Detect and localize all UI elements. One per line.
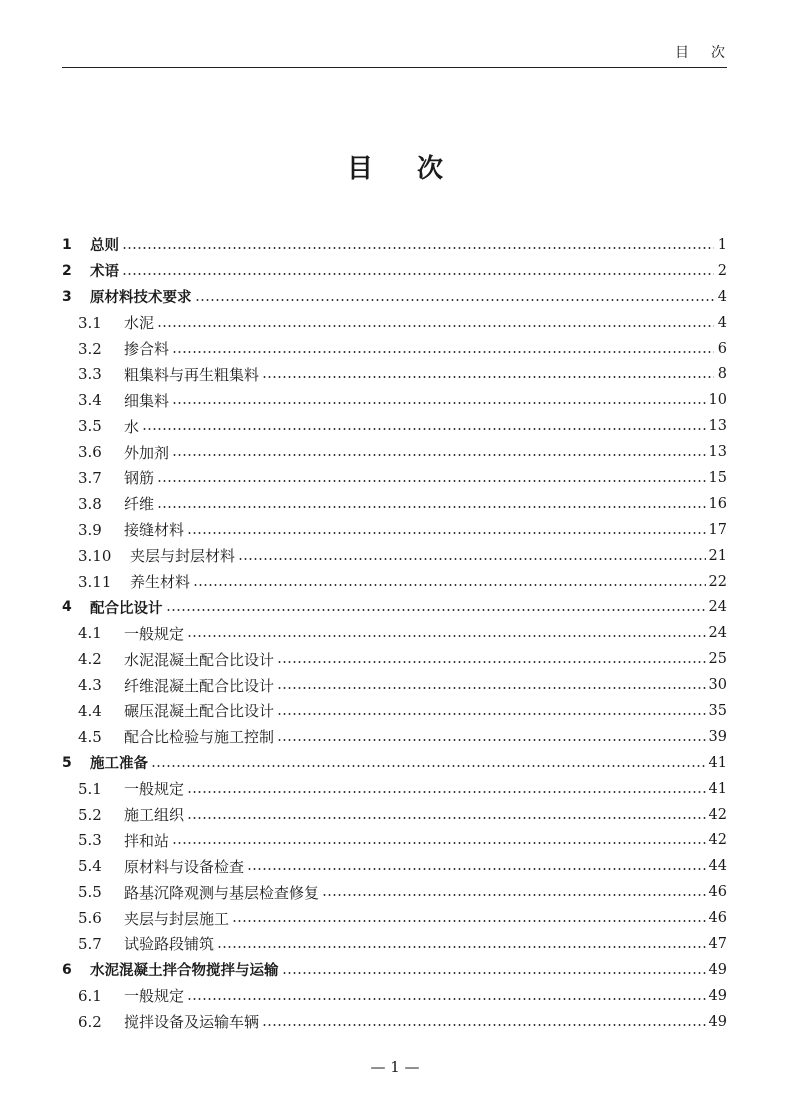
toc-section-entry[interactable] <box>62 1009 727 1035</box>
toc-entry-title: 外加剂 <box>124 443 170 462</box>
toc-section-entry[interactable] <box>62 983 727 1009</box>
toc-entry-number: 3.4 <box>78 391 102 410</box>
toc-section-entry[interactable] <box>62 569 727 595</box>
toc-entry-title: 细集料 <box>124 391 170 410</box>
toc-entry-title: 纤维混凝土配合比设计 <box>124 676 275 695</box>
toc-entry-title: 养生材料 <box>130 573 191 592</box>
toc-entry-page: 4 <box>717 288 727 305</box>
dot-leader <box>172 454 706 456</box>
toc-entry-page: 2 <box>717 262 727 279</box>
toc-section-entry[interactable] <box>62 543 727 569</box>
toc-entry-title: 拌和站 <box>124 831 170 850</box>
toc-entry-page: 15 <box>708 469 727 486</box>
toc-entry-number: 4.4 <box>78 701 102 720</box>
toc-entry-number: 5.1 <box>78 779 102 798</box>
toc-entry-title: 试验路段铺筑 <box>124 935 215 954</box>
page-title: 目次 <box>346 154 487 184</box>
toc-section-entry[interactable] <box>62 776 727 802</box>
dot-leader <box>277 739 706 741</box>
toc-entry-page: 35 <box>708 702 727 719</box>
toc-entry-number: 6.2 <box>78 1012 102 1031</box>
toc-entry-number: 5 <box>62 754 72 771</box>
toc-entry-page: 39 <box>708 728 727 745</box>
toc-entry-title: 一般规定 <box>124 780 185 799</box>
toc-entry-title: 配合比检验与施工控制 <box>124 728 275 747</box>
toc-section-entry[interactable] <box>62 387 727 413</box>
dot-leader <box>157 325 714 327</box>
toc-entry-number: 5.2 <box>78 805 102 824</box>
toc-entry-page: 13 <box>708 444 727 461</box>
dot-leader <box>217 946 706 948</box>
toc-entry-title: 术语 <box>90 264 119 281</box>
toc-entry-title: 水泥混凝土配合比设计 <box>124 650 275 669</box>
dot-leader <box>238 558 706 560</box>
toc-entry-title: 碾压混凝土配合比设计 <box>124 702 275 721</box>
toc-entry-page: 13 <box>708 418 727 435</box>
toc-section-entry[interactable] <box>62 491 727 517</box>
toc-section-entry[interactable] <box>62 931 727 957</box>
dot-leader <box>193 584 706 586</box>
toc-entry-title: 钢筋 <box>124 469 155 488</box>
dot-leader <box>277 713 706 715</box>
running-header <box>62 40 747 68</box>
toc-entry-page: 24 <box>708 625 727 642</box>
toc-entry-page: 21 <box>708 547 727 564</box>
toc-entry-number: 3.11 <box>78 572 112 591</box>
toc-chapter-entry[interactable] <box>62 258 727 284</box>
toc-entry-title: 配合比设计 <box>90 600 163 617</box>
toc-section-entry[interactable] <box>62 465 727 491</box>
toc-entry-title: 搅拌设备及运输车辆 <box>124 1013 260 1032</box>
toc-entry-page: 46 <box>708 910 727 927</box>
dot-leader <box>187 635 706 637</box>
toc-entry-number: 3.2 <box>78 339 102 358</box>
toc-entry-title: 路基沉降观测与基层检查修复 <box>124 883 320 902</box>
toc-section-entry[interactable] <box>62 336 727 362</box>
toc-section-entry[interactable] <box>62 698 727 724</box>
toc-section-entry[interactable] <box>62 879 727 905</box>
toc-entry-page: 17 <box>708 521 727 538</box>
toc-entry-number: 5.3 <box>78 831 102 850</box>
toc-entry-page: 6 <box>717 340 727 357</box>
toc-entry-page: 42 <box>708 806 727 823</box>
toc-section-entry[interactable] <box>62 646 727 672</box>
toc-entry-number: 3.6 <box>78 443 102 462</box>
toc-entry-page: 8 <box>717 366 727 383</box>
toc-entry-number: 5.6 <box>78 909 102 928</box>
toc-entry-title: 一般规定 <box>124 987 185 1006</box>
dot-leader <box>195 299 715 301</box>
toc-entry-title: 掺合料 <box>124 340 170 358</box>
toc-entry-page: 22 <box>708 573 727 590</box>
dot-leader <box>172 842 706 844</box>
dot-leader <box>142 428 706 430</box>
dot-leader <box>122 273 714 275</box>
toc-entry-page: 1 <box>717 236 727 253</box>
dot-leader <box>247 868 706 870</box>
dot-leader <box>262 376 714 378</box>
toc-entry-page: 49 <box>708 1013 727 1030</box>
toc-entry-number: 3.7 <box>78 468 102 487</box>
dot-leader <box>282 972 706 974</box>
toc-entry-title: 施工组织 <box>124 806 185 825</box>
toc-entry-page: 44 <box>708 858 727 875</box>
toc-section-entry[interactable] <box>62 620 727 646</box>
dot-leader <box>187 791 706 793</box>
toc-entry-number: 3 <box>62 288 72 305</box>
toc-entry-title: 夹层与封层材料 <box>130 547 236 566</box>
toc-section-entry[interactable] <box>62 310 727 336</box>
toc-entry-number: 2 <box>62 262 72 279</box>
toc-entry-number: 5.7 <box>78 934 102 953</box>
toc-chapter-entry[interactable] <box>62 594 727 620</box>
toc-section-entry[interactable] <box>62 827 727 853</box>
toc-entry-number: 3.8 <box>78 494 102 513</box>
toc-entry-number: 4 <box>62 599 72 616</box>
dot-leader <box>232 920 706 922</box>
toc-entry-title: 粗集料与再生粗集料 <box>124 365 260 384</box>
toc-entry-number: 4.3 <box>78 676 102 695</box>
page-number: — 1 — <box>370 1058 420 1076</box>
toc-entry-title: 纤维 <box>124 495 155 514</box>
toc-entry-page: 41 <box>708 780 727 797</box>
toc-entry-page: 49 <box>708 987 727 1004</box>
toc-entry-number: 3.3 <box>78 365 102 384</box>
dot-leader <box>172 402 706 404</box>
dot-leader <box>172 351 714 353</box>
dot-leader <box>277 687 706 689</box>
dot-leader <box>187 817 706 819</box>
toc-entry-number: 3.9 <box>78 520 102 539</box>
toc-entry-number: 4.2 <box>78 650 102 669</box>
toc-entry-page: 25 <box>708 651 727 668</box>
toc-section-entry[interactable] <box>62 724 727 750</box>
toc-entry-title: 夹层与封层施工 <box>124 909 230 928</box>
toc-entry-number: 4.5 <box>78 727 102 746</box>
toc-section-entry[interactable] <box>62 413 727 439</box>
toc-chapter-entry[interactable] <box>62 232 727 258</box>
toc-entry-title: 水 <box>124 417 140 436</box>
table-of-contents <box>62 232 727 1035</box>
toc-entry-page: 47 <box>708 935 727 952</box>
toc-entry-title: 水泥 <box>124 314 155 333</box>
toc-entry-page: 41 <box>708 754 727 771</box>
toc-section-entry[interactable] <box>62 517 727 543</box>
dot-leader <box>187 532 706 534</box>
toc-entry-number: 6 <box>62 961 72 978</box>
toc-entry-page: 42 <box>708 832 727 849</box>
toc-entry-number: 3.1 <box>78 313 102 332</box>
dot-leader <box>166 609 706 611</box>
toc-entry-title: 水泥混凝土拌合物搅拌与运输 <box>90 963 279 980</box>
toc-chapter-entry[interactable] <box>62 284 727 310</box>
dot-leader <box>322 894 706 896</box>
toc-entry-number: 5.5 <box>78 883 102 902</box>
dot-leader <box>157 506 706 508</box>
toc-entry-page: 4 <box>717 314 727 331</box>
dot-leader <box>277 661 706 663</box>
toc-chapter-entry[interactable] <box>62 957 727 983</box>
toc-entry-title: 总则 <box>90 238 119 255</box>
toc-chapter-entry[interactable] <box>62 750 727 776</box>
toc-entry-title: 一般规定 <box>124 624 185 643</box>
toc-entry-number: 6.1 <box>78 986 102 1005</box>
toc-entry-number: 1 <box>62 236 72 253</box>
toc-entry-title: 原材料技术要求 <box>90 290 192 307</box>
toc-entry-page: 46 <box>708 884 727 901</box>
toc-section-entry[interactable] <box>62 905 727 931</box>
dot-leader <box>122 247 714 249</box>
toc-entry-title: 接缝材料 <box>124 521 185 540</box>
dot-leader <box>262 1024 706 1026</box>
toc-entry-page: 10 <box>708 392 727 409</box>
toc-entry-page: 49 <box>708 961 727 978</box>
toc-section-entry[interactable] <box>62 439 727 465</box>
toc-section-entry[interactable] <box>62 802 727 828</box>
toc-entry-title: 原材料与设备检查 <box>124 857 245 876</box>
dot-leader <box>151 765 706 767</box>
dot-leader <box>157 480 706 482</box>
toc-entry-title: 施工准备 <box>90 756 148 773</box>
toc-entry-number: 3.10 <box>78 546 112 565</box>
toc-entry-number: 3.5 <box>78 417 102 436</box>
toc-section-entry[interactable] <box>62 672 727 698</box>
toc-entry-number: 4.1 <box>78 624 102 643</box>
toc-entry-number: 5.4 <box>78 857 102 876</box>
toc-section-entry[interactable] <box>62 361 727 387</box>
toc-section-entry[interactable] <box>62 853 727 879</box>
dot-leader <box>187 998 706 1000</box>
running-title: 目次 <box>675 45 747 61</box>
toc-entry-page: 30 <box>708 677 727 694</box>
toc-entry-page: 16 <box>708 495 727 512</box>
toc-entry-page: 24 <box>708 599 727 616</box>
